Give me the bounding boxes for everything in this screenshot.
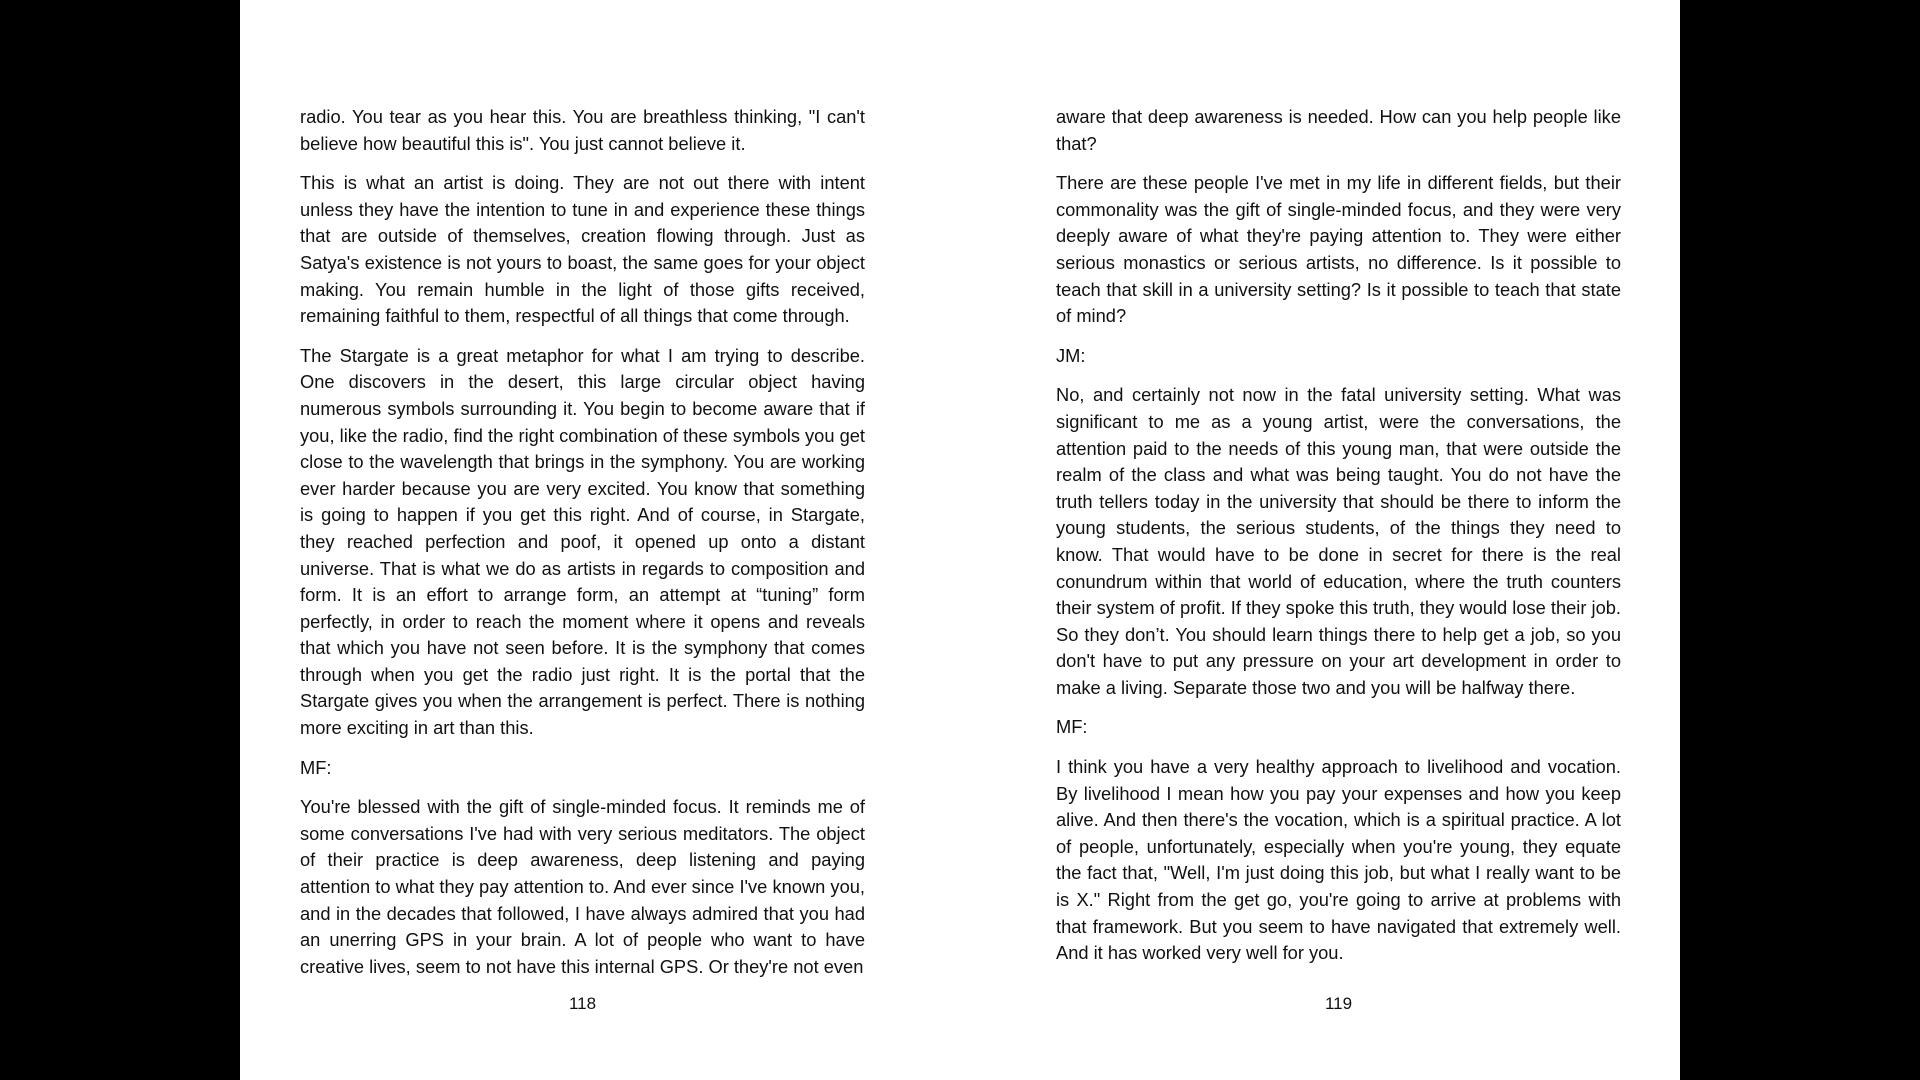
paragraph: You're blessed with the gift of single-minded focus. It reminds me of some conversations I've had with very serious meditators. The object of their practice is deep awareness, deep listening and paying attention to what they pay attention to. And ever since I've known you, and in the decades that followed, I have always admired that you had an unerring GPS in your brain. A lot of people who want to have creative lives, seem to not have this internal GPS. Or they're not even: [300, 796, 865, 977]
speaker-label: JM:: [1056, 344, 1086, 366]
page-number-right: 119: [1324, 994, 1353, 1013]
left-page-text: [300, 104, 865, 980]
paragraph: aware that deep awareness is needed. How can you help people like that?: [1056, 106, 1621, 154]
speaker-label: MF:: [300, 756, 332, 778]
page-number-left: 118: [568, 994, 597, 1013]
speaker-label: MF:: [1056, 716, 1088, 738]
book-spread: [240, 0, 1680, 1080]
paragraph: This is what an artist is doing. They are not out there with intent unless they have the intention to tune in and experience these things that are outside of themselves, creation flowing through. Just as Satya's existence is not yours to boast, the same goes for your object making. You remain humble in the light of those gifts received, remaining faithful to them, respectful of all things that come through.: [300, 172, 865, 327]
paragraph: I think you have a very healthy approach to livelihood and vocation. By livelihood I mean how you pay your expenses and how you keep alive. And then there's the vocation, which is a spiritual practice. A lot of people, unfortunately, especially when you're young, they equate the fact that, "Well, I'm just doing this job, but what I really want to be is X." Right from the get go, you're going to arrive at problems with that framework. But you seem to have navigated that extremely well. And it has worked very well for you.: [1056, 756, 1621, 964]
paragraph: The Stargate is a great metaphor for what I am trying to describe. One discovers in the desert, this large circular object having numerous symbols surrounding it. You begin to become aware that if you, like the radio, find the right combination of these symbols you get close to the wavelength that brings in the symphony. You are working ever harder because you are very excited. You know that something is going to happen if you get this right. And of course, in Stargate, they reached perfection and poof, it opened up onto a distant universe. That is what we do as artists in regards to composition and form. It is an effort to arrange form, an attempt at “tuning” form perfectly, in order to reach the moment where it opens and reveals that which you have not seen before. It is the symphony that comes through when you get the radio just right. It is the portal that the Stargate gives you when the arrangement is perfect. There is nothing more exciting in art than this.: [300, 344, 866, 739]
paragraph: There are these people I've met in my life in different fields, but their commonality was the gift of single-minded focus, and they were very deeply aware of what they're paying attention to. They were either serious monastics or serious artists, no difference. Is it possible to teach that skill in a university setting? Is it possible to teach that state of mind?: [1056, 172, 1621, 327]
paragraph: radio. You tear as you hear this. You are breathless thinking, "I can't believe how beautiful this is". You just cannot believe it.: [300, 106, 865, 154]
paragraph: No, and certainly not now in the fatal university setting. What was significant to me as a young artist, were the conversations, the attention paid to the needs of this young man, that were outside the realm of the class and what was being taught. You do not have the truth tellers today in the university that should be there to inform the young students, the serious students, of the things they need to know. That would have to be done in secret for there is the real conundrum within that world of education, where the truth counters their system of profit. If they spoke this truth, they would lose their job. So they don’t. You should learn things there to help get a job, so you don't have to put any pressure on your art development in order to make a living. Separate those two and you will be halfway there.: [1056, 384, 1621, 698]
right-page-text: [1056, 104, 1621, 967]
